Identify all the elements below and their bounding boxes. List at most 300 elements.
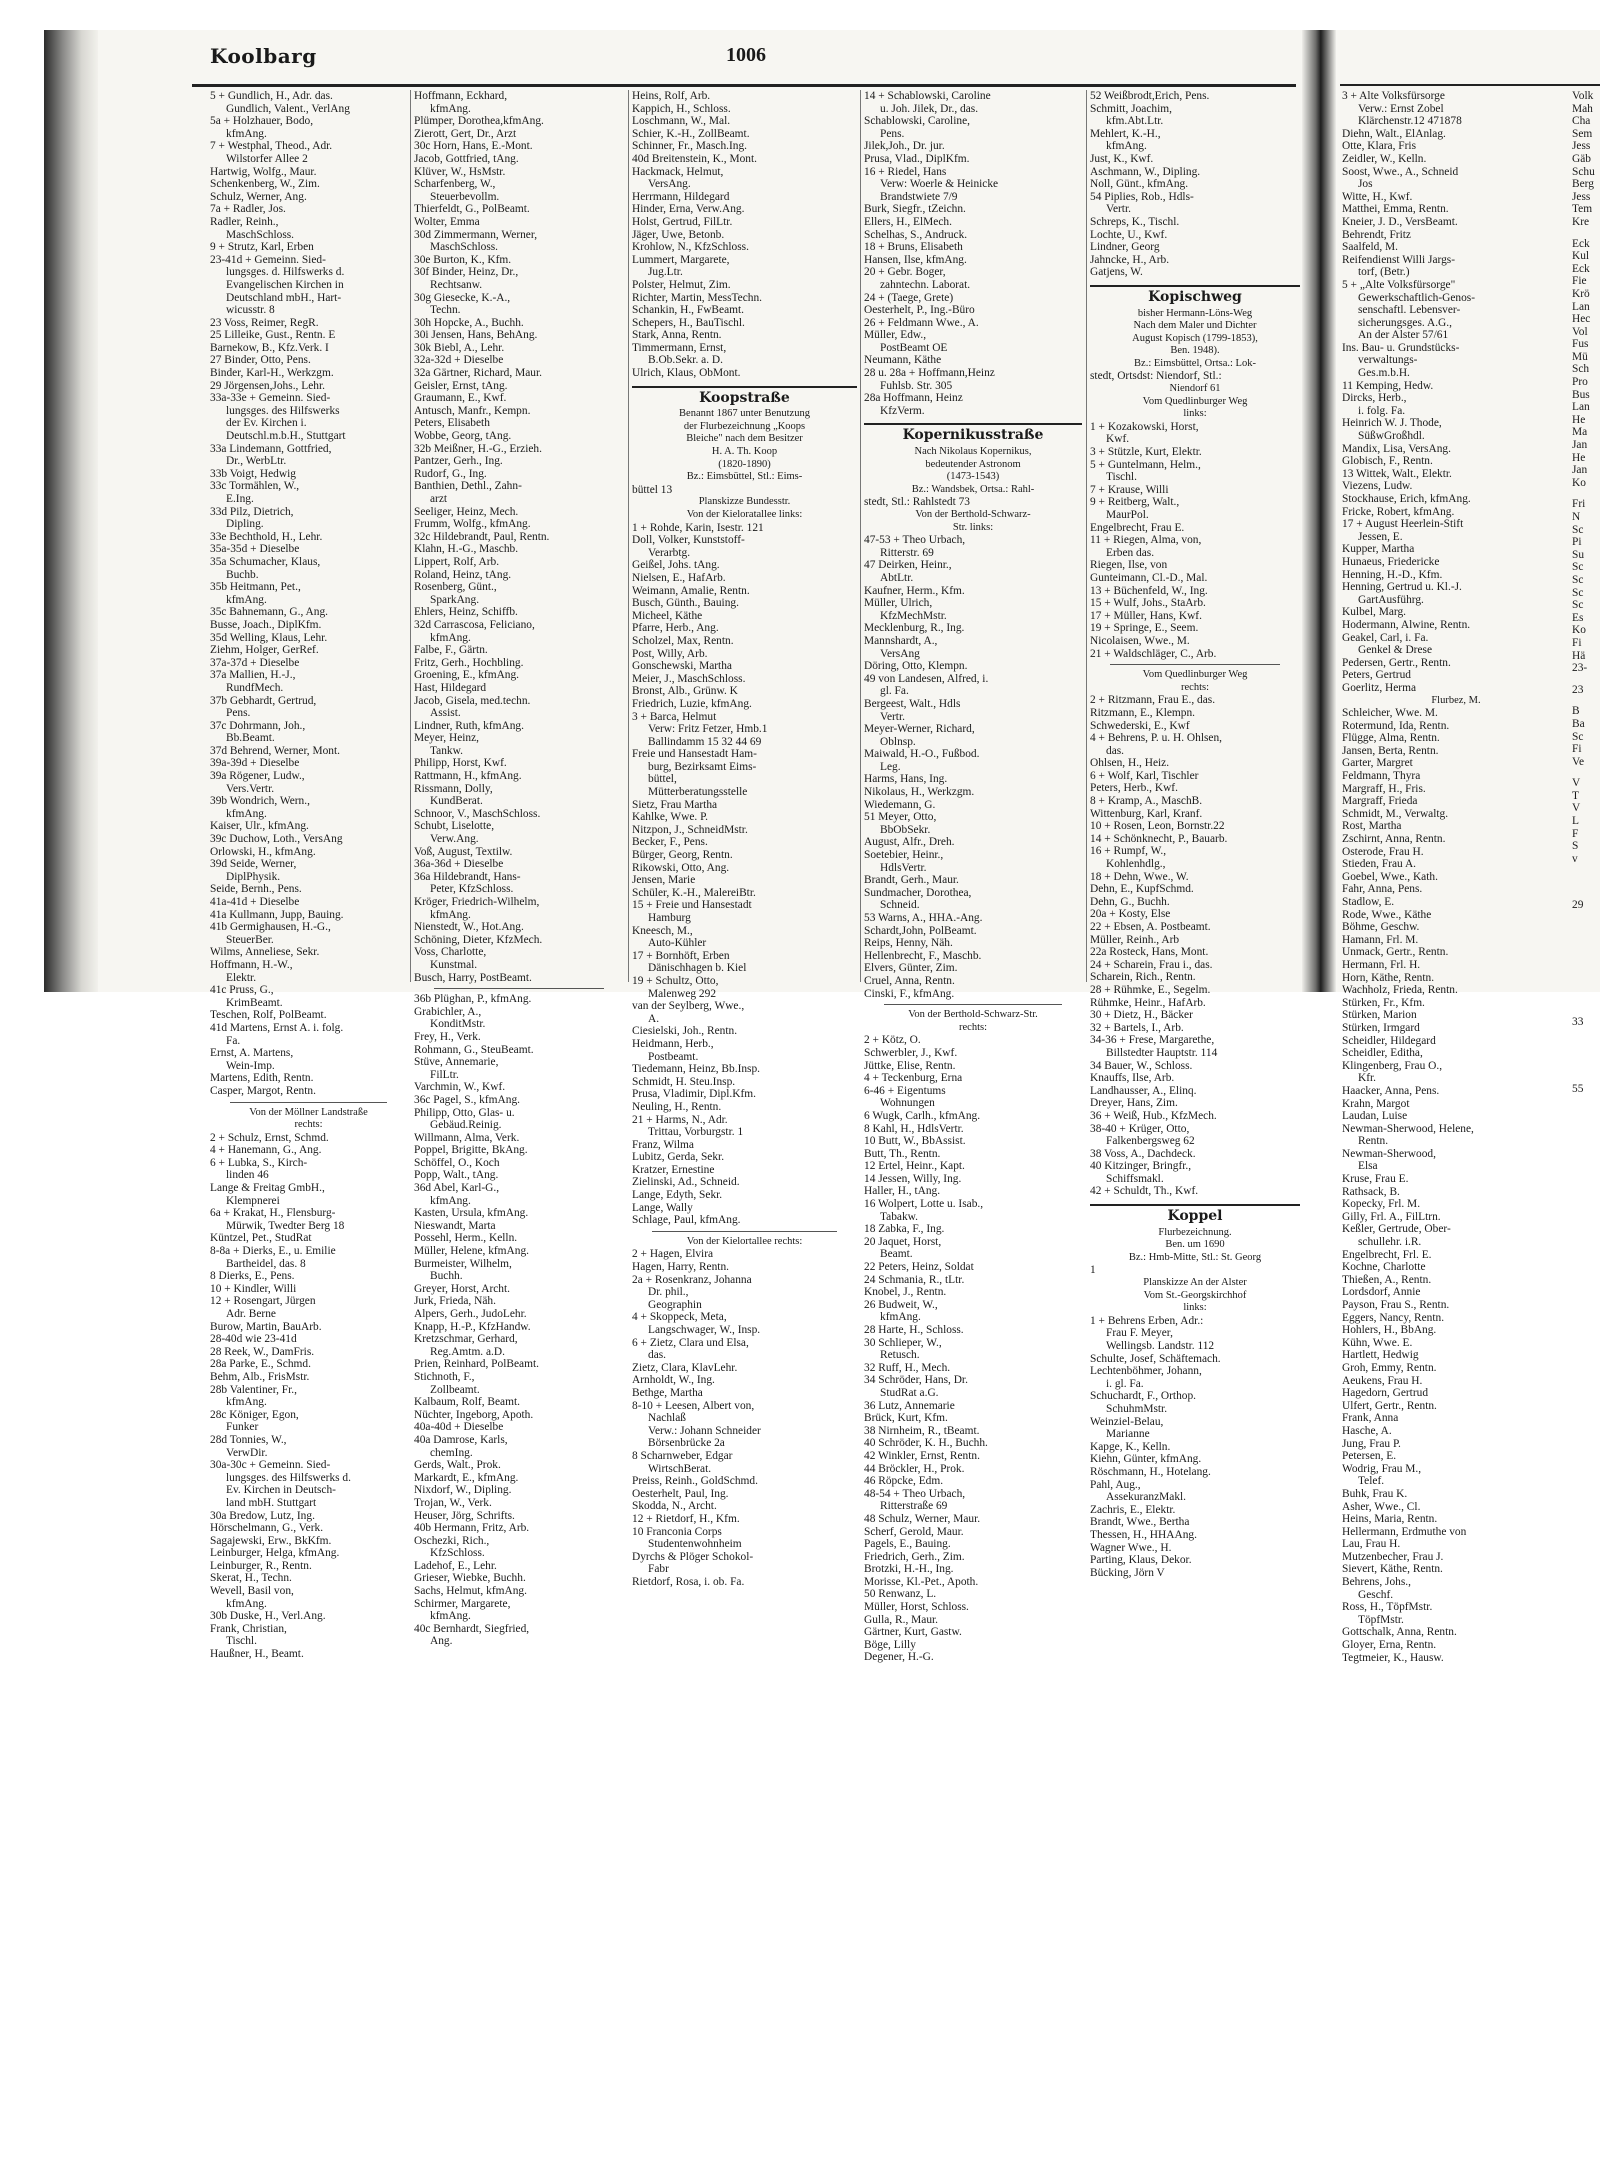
directory-entry: Falbe, F., Gärtn.: [414, 644, 488, 657]
directory-entry: Timmermann, Ernst,: [632, 341, 727, 354]
entry-continuation: Schiffsmakl.: [1106, 1172, 1164, 1185]
entry-continuation: Beamt.: [880, 1248, 913, 1261]
directory-entry: Gerds, Walt., Prok.: [414, 1459, 501, 1472]
street-note: Vom Quedlinburger Weg: [1142, 669, 1248, 681]
directory-entry: 53 Warns, A., HHA.-Ang.: [864, 912, 983, 924]
entry-continuation: Ritterstraße 69: [880, 1500, 948, 1513]
entry-continuation: sicherungsges. A.G.,: [1358, 316, 1452, 329]
directory-entry: 52 Weißbrodt,Erich, Pens.: [1090, 90, 1210, 102]
directory-entry: 8 Scharnweber, Edgar: [632, 1449, 733, 1462]
directory-entry: 6a + Krakat, H., Flensburg-: [210, 1207, 336, 1220]
entry-continuation: land mbH. Stuttgart: [226, 1496, 317, 1509]
directory-entry: Oesterhelt, P., Ing.-Büro: [864, 304, 975, 317]
directory-entry: Schulz, Werner, Ang.: [210, 190, 307, 203]
directory-entry: 30 + Dietz, H., Bäcker: [1090, 1009, 1193, 1022]
directory-entry: Henning, H.-D., Kfm.: [1342, 568, 1443, 581]
directory-entry: Mannshardt, A.,: [864, 634, 938, 647]
entry-continuation: gl. Fa.: [880, 685, 909, 698]
directory-entry: 34 Bauer, W., Schloss.: [1090, 1059, 1193, 1072]
directory-entry: Schmitt, Joachim,: [1090, 102, 1172, 115]
directory-entry: 14 + Schablowski, Caroline: [864, 90, 991, 102]
directory-entry: 44 Bröckler, H., Prok.: [864, 1462, 965, 1475]
entry-continuation: RundfMech.: [226, 681, 284, 694]
directory-entry: Behrendt, Fritz: [1342, 228, 1411, 241]
entry-continuation: Funker: [226, 1421, 259, 1434]
directory-entry: 40a-40d + Dieselbe: [414, 1421, 504, 1434]
directory-entry: Stadlow, E.: [1342, 896, 1395, 908]
entry-continuation: Auto-Kühler: [648, 937, 707, 950]
directory-entry: Franz, Wilma: [632, 1138, 694, 1151]
directory-entry: Kulbel, Marg.: [1342, 606, 1407, 619]
book-edge-shadow: [44, 30, 98, 992]
directory-entry: 28d Tonnies, W.,: [210, 1433, 287, 1446]
directory-column-5: [1090, 90, 1300, 1579]
directory-entry: 35a-35d + Dieselbe: [210, 543, 300, 556]
directory-entry: 51 Meyer, Otto,: [864, 811, 937, 824]
directory-entry: Ernst, A. Martens,: [210, 1047, 294, 1060]
directory-entry: Ma: [1572, 426, 1588, 439]
directory-entry: Rudorf, G., Ing.: [414, 467, 487, 480]
directory-entry: Sagajewski, Erw., BkKfm.: [210, 1534, 332, 1547]
directory-entry: Nixdorf, W., Dipling.: [414, 1484, 512, 1497]
entry-continuation: Buchh.: [430, 1270, 463, 1283]
directory-entry: Gunteimann, Cl.-D., Mal.: [1090, 571, 1208, 584]
entry-continuation: Deutschland mbH., Hart-: [226, 291, 342, 304]
directory-entry: 38-40 + Krüger, Otto,: [1090, 1122, 1190, 1135]
directory-entry: Burmeister, Wilhelm,: [414, 1257, 512, 1270]
street-heading: Koopstraße: [632, 386, 857, 405]
street-heading: Koppel: [1090, 1204, 1300, 1223]
directory-entry: Klahn, H.-G., Maschb.: [414, 543, 519, 556]
directory-entry: Schwederski, E., Kwf: [1090, 719, 1190, 732]
entry-continuation: VerwDir.: [226, 1446, 268, 1459]
street-note: Flurbez, M.: [1431, 694, 1481, 706]
section-separator: [884, 1004, 1062, 1005]
directory-entry: 35d Welling, Klaus, Lehr.: [210, 631, 328, 644]
entry-continuation: Vers.Vertr.: [226, 782, 275, 795]
directory-entry: 33a-33e + Gemeinn. Sied-: [210, 392, 331, 405]
directory-entry: Pantzer, Gerh., Ing.: [414, 455, 503, 468]
entry-continuation: DiplPhysik.: [226, 870, 281, 883]
directory-entry: Hoffmann, Eckhard,: [414, 90, 508, 102]
directory-entry: Kröger, Friedrich-Wilhelm,: [414, 896, 540, 908]
directory-entry: Ladehof, E., Lehr.: [414, 1559, 497, 1572]
directory-entry: 32b Meißner, H.-G., Erzieh.: [414, 442, 542, 455]
entry-continuation: Verw: Fritz Fetzer, Hmb.1: [648, 723, 768, 736]
directory-entry: 25 Lilleike, Gust., Rentn. E: [210, 329, 336, 342]
entry-continuation: Jessen, E.: [1358, 530, 1403, 543]
entry-continuation: Genkel & Drese: [1358, 644, 1433, 657]
directory-entry: Henning, Gertrud u. Kl.-J.: [1342, 581, 1462, 594]
directory-entry: Parting, Klaus, Dekor.: [1090, 1554, 1192, 1567]
section-separator: [230, 1102, 387, 1103]
directory-entry: Nüchter, Ingeborg, Apoth.: [414, 1408, 534, 1421]
entry-continuation: KrimBeamt.: [226, 996, 283, 1009]
directory-entry: 33: [1572, 1016, 1584, 1029]
directory-entry: Globisch, F., Rentn.: [1342, 455, 1433, 468]
directory-entry: 10 + Kindler, Willi: [210, 1282, 297, 1295]
directory-entry: Gilly, Frl. A., FilLtrn.: [1342, 1210, 1441, 1223]
directory-entry: Pfarre, Herb., Ang.: [632, 622, 719, 635]
directory-entry: Peters, Gertrud: [1342, 669, 1411, 682]
directory-entry: 49 von Landesen, Alfred, i.: [864, 672, 989, 685]
directory-entry: N: [1572, 511, 1581, 523]
directory-entry: Sem: [1572, 127, 1593, 140]
entry-continuation: PostBeamt OE: [880, 341, 948, 354]
column-divider: [410, 90, 411, 982]
directory-entry: Fricke, Robert, kfmAng.: [1342, 505, 1455, 518]
page-header: [210, 42, 1302, 78]
directory-entry: 10 Butt, W., BbAssist.: [864, 1135, 966, 1148]
directory-entry: 6 + Wolf, Karl, Tischler: [1090, 769, 1199, 782]
directory-entry: Lange, Edyth, Sekr.: [632, 1189, 723, 1202]
directory-entry: 34 Schröder, Hans, Dr.: [864, 1374, 968, 1387]
directory-entry: Hagen, Harry, Rentn.: [632, 1261, 729, 1274]
directory-entry: Casper, Margot, Rentn.: [210, 1084, 316, 1097]
directory-entry: Witte, H., Kwf.: [1342, 190, 1413, 203]
directory-entry: Engelbrecht, Frau E.: [1090, 521, 1185, 534]
directory-entry: Wilms, Anneliese, Sekr.: [210, 946, 320, 959]
directory-entry: Antusch, Manfr., Kempn.: [414, 404, 531, 417]
directory-entry: 24 Schmania, R., tLtr.: [864, 1273, 965, 1286]
directory-entry: 30a Bredow, Lutz, Ing.: [210, 1509, 315, 1522]
directory-entry: 4 + Teckenburg, Erna: [864, 1072, 963, 1085]
street-note: (1473-1543): [946, 471, 1000, 483]
directory-entry: 30f Binder, Heinz, Dr.,: [414, 266, 519, 279]
directory-entry: Zielinski, Ad., Schneid.: [632, 1176, 740, 1189]
street-note: Bz.: Wandsbek, Ortsa.: Rahl-: [911, 483, 1035, 495]
directory-entry: Ziehm, Holger, GerRef.: [210, 644, 319, 657]
directory-entry: Payson, Frau S., Rentn.: [1342, 1299, 1450, 1311]
directory-entry: Ehlers, Heinz, Schiffb.: [414, 606, 518, 619]
directory-entry: Pagels, E., Bauing.: [864, 1538, 951, 1551]
directory-entry: Banthien, Dethl., Zahn-: [414, 480, 522, 493]
entry-continuation: Studentenwohnheim: [648, 1538, 742, 1551]
directory-entry: Kretzschmar, Gerhard,: [414, 1333, 518, 1346]
directory-entry: Rissmann, Dolly,: [414, 782, 493, 795]
directory-entry: 15 + Wulf, Johs., StaArb.: [1090, 597, 1206, 610]
directory-entry: 46 Röpcke, Edm.: [864, 1475, 944, 1488]
directory-entry: Stieden, Frau A.: [1342, 858, 1417, 871]
directory-entry: Freie und Hansestadt Ham-: [632, 748, 757, 761]
directory-entry: Rosenberg, Günt.,: [414, 581, 497, 594]
directory-entry: Schüler, K.-H., MalereiBtr.: [632, 886, 756, 899]
directory-entry: Hermann, Frl. H.: [1342, 958, 1421, 971]
directory-entry: Bürger, Georg, Rentn.: [632, 849, 733, 862]
directory-entry: Binder, Karl-H., Werkzgm.: [210, 367, 334, 380]
directory-entry: Hinder, Erna, Verw.Ang.: [632, 203, 745, 216]
directory-entry: Heuser, Jörg, Schrifts.: [414, 1509, 515, 1522]
directory-entry: Horn, Käthe, Rentn.: [1342, 971, 1435, 984]
header-rule-right-page: [1340, 84, 1600, 86]
directory-entry: Tem: [1572, 203, 1593, 216]
directory-entry: 30d Zimmermann, Werner,: [414, 228, 538, 241]
directory-entry: Klüver, W., HsMstr.: [414, 165, 506, 178]
directory-entry: Elvers, Günter, Zim.: [864, 962, 958, 975]
street-note: Von der Kieloratallee links:: [686, 509, 803, 520]
directory-entry: Stürken, Irmgard: [1342, 1021, 1420, 1034]
directory-entry: Scharein, Rich., Rentn.: [1090, 971, 1196, 984]
entry-continuation: Postbeamt.: [648, 1050, 699, 1063]
directory-entry: Kopecky, Frl. M.: [1342, 1198, 1421, 1211]
street-note: Flurbezeichnung.: [1158, 1226, 1232, 1238]
directory-entry: Vol: [1572, 325, 1588, 338]
directory-entry: Fri: [1572, 498, 1586, 511]
entry-continuation: Vertr.: [1106, 203, 1131, 216]
directory-entry: Bus: [1572, 388, 1590, 401]
entry-continuation: Frau F. Meyer,: [1106, 1327, 1173, 1340]
directory-entry: 36 + Weiß, Hub., KfzMech.: [1090, 1109, 1217, 1122]
directory-entry: Hast, Hildegard: [414, 681, 487, 694]
directory-entry: Wodrig, Frau M.,: [1342, 1462, 1422, 1475]
directory-entry: 1 + Behrens Erben, Adr.:: [1090, 1314, 1204, 1327]
column-divider: [628, 90, 629, 982]
entry-continuation: StudRat a.G.: [880, 1386, 939, 1399]
directory-entry: Hörschelmann, G., Verk.: [210, 1522, 324, 1535]
directory-entry: 32a Gärtner, Richard, Maur.: [414, 367, 542, 380]
directory-entry: Sc: [1572, 586, 1584, 599]
directory-entry: Greyer, Horst, Archt.: [414, 1282, 511, 1295]
directory-entry: Nitzpon, J., SchneidMstr.: [632, 823, 748, 836]
directory-entry: 12 + Rietdorf, H., Kfm.: [632, 1512, 740, 1525]
directory-entry: Noll, Günt., kfmAng.: [1090, 178, 1189, 191]
directory-entry: Zachris, E., Elektr.: [1090, 1503, 1176, 1516]
entry-continuation: u. Joh. Jilek, Dr., das.: [880, 102, 979, 115]
directory-entry: Nikolaus, H., Werkzgm.: [864, 786, 975, 799]
street-note: Ben. 1948).: [1170, 345, 1220, 357]
directory-entry: Polster, Helmut, Zim.: [632, 278, 731, 291]
directory-entry: 35a Schumacher, Klaus,: [210, 555, 321, 568]
directory-entry: Wiedemann, G.: [864, 798, 936, 811]
directory-entry: Graumann, E., Kwf.: [414, 392, 507, 405]
directory-entry: Lange, Wally: [632, 1201, 693, 1214]
directory-entry: Scheidler, Hildegard: [1342, 1034, 1436, 1047]
directory-column-1: [210, 90, 407, 1661]
directory-entry: Aeukens, Frau H.: [1342, 1374, 1423, 1387]
entry-continuation: Reg.Amtm. a.D.: [430, 1345, 505, 1358]
directory-entry: Possehl, Herm., Kelln.: [414, 1232, 518, 1245]
entry-continuation: GartAusführg.: [1358, 593, 1424, 606]
directory-entry: 8 Kahl, H., HdlsVertr.: [864, 1122, 964, 1135]
entry-continuation: lungsges. des Hilfswerks d.: [226, 1471, 351, 1484]
street-note: Bz.: Eimsbüttel, Stl.: Eims-: [686, 471, 803, 483]
directory-entry: Grabichler, A.,: [414, 1005, 482, 1018]
directory-entry: Hohlers, H., BbAng.: [1342, 1324, 1437, 1337]
directory-entry: Schenkenberg, W., Zim.: [210, 178, 320, 191]
directory-entry: 17 + August Heerlein-Stift: [1342, 518, 1464, 531]
directory-entry: Müller, Reinh., Arb: [1090, 933, 1180, 946]
entry-continuation: zahntechn. Laborat.: [880, 278, 971, 291]
directory-entry: 18 Zabka, F., Ing.: [864, 1223, 945, 1236]
entry-continuation: Pens.: [226, 707, 251, 720]
directory-entry: Kul: [1572, 250, 1590, 263]
directory-entry: Herrmann, Hildegard: [632, 190, 730, 203]
directory-entry: Kochne, Charlotte: [1342, 1261, 1426, 1274]
entry-continuation: Leg.: [880, 760, 901, 773]
directory-entry: 11 Kemping, Hedw.: [1342, 379, 1434, 392]
directory-entry: stedt, Stl.: Rahlstedt 73: [864, 496, 970, 509]
directory-entry: Petersen, E.: [1342, 1450, 1397, 1463]
directory-entry: Fritz, Gerh., Hochbling.: [414, 656, 524, 669]
entry-continuation: Schneid.: [880, 899, 920, 912]
directory-entry: Kneesch, M.,: [632, 924, 693, 937]
entry-continuation: Vertr.: [880, 710, 905, 723]
directory-entry: Poppel, Brigitte, BkAng.: [414, 1144, 528, 1157]
entry-continuation: Elektr.: [226, 971, 257, 984]
directory-entry: 8-8a + Dierks, E., u. Emilie: [210, 1245, 336, 1258]
street-note: Niendorf 61: [1169, 383, 1221, 395]
directory-entry: 32 + Bartels, I., Arb.: [1090, 1021, 1184, 1034]
directory-entry: Kappich, H., Schloss.: [632, 102, 731, 115]
directory-entry: Osterode, Frau H.: [1342, 845, 1424, 858]
entry-continuation: Assist.: [430, 707, 461, 720]
directory-entry: van der Seylberg, Wwe.,: [632, 1000, 745, 1013]
directory-entry: Schubt, Liselotte,: [414, 820, 495, 833]
directory-entry: 18 + Bruns, Elisabeth: [864, 241, 963, 254]
directory-entry: 28a Hoffmann, Heinz: [864, 392, 963, 405]
directory-entry: Volk: [1572, 90, 1594, 102]
directory-entry: Weinziel-Belau,: [1090, 1415, 1164, 1428]
entry-continuation: arzt: [430, 493, 448, 505]
directory-entry: Behm, Alb., FrisMstr.: [210, 1370, 310, 1383]
directory-entry: Wobbe, Georg, tAng.: [414, 430, 512, 443]
entry-continuation: MaurPol.: [1106, 509, 1149, 521]
directory-entry: Gottschalk, Anna, Rentn.: [1342, 1626, 1457, 1639]
directory-entry: Su: [1572, 548, 1585, 561]
entry-continuation: Dipling.: [226, 518, 264, 531]
directory-entry: Burow, Martin, BauArb.: [210, 1320, 322, 1333]
entry-continuation: Klärchenstr.12 471878: [1358, 115, 1462, 128]
entry-continuation: Wilstorfer Allee 2: [226, 152, 308, 165]
directory-entry: Busch, Harry, PostBeamt.: [414, 971, 532, 984]
directory-entry: Mü: [1572, 350, 1588, 363]
directory-entry: Mutzenbecher, Frau J.: [1342, 1550, 1444, 1563]
directory-entry: He: [1572, 451, 1586, 464]
directory-entry: Plümper, Dorothea,kfmAng.: [414, 115, 544, 128]
directory-entry: Ko: [1572, 624, 1586, 637]
directory-entry: 33e Bechthold, H., Lehr.: [210, 530, 323, 543]
entry-continuation: Peter, KfzSchloss.: [430, 883, 514, 896]
entry-continuation: Gewerkschaftlich-Genos-: [1358, 291, 1476, 304]
directory-entry: Röschmann, H., Hotelang.: [1090, 1465, 1211, 1478]
directory-entry: 4 + Behrens, P. u. H. Ohlsen,: [1090, 732, 1223, 745]
directory-entry: Müller, Ulrich,: [864, 597, 933, 610]
directory-entry: 30b Duske, H., Verl.Ang.: [210, 1610, 326, 1623]
directory-entry: 15 + Freie und Hansestadt: [632, 899, 752, 912]
directory-entry: Geakel, Carl, i. Fa.: [1342, 631, 1429, 644]
directory-entry: Hellenbrecht, F., Maschb.: [864, 949, 982, 962]
directory-entry: 2 + Hagen, Elvira: [632, 1248, 714, 1261]
entry-continuation: linden 46: [226, 1169, 269, 1182]
section-separator: [1110, 664, 1280, 665]
directory-entry: Lochte, U., Kwf.: [1090, 228, 1168, 241]
directory-entry: Hansen, Ilse, kfmAng.: [864, 253, 967, 266]
section-separator: [652, 1231, 837, 1232]
directory-entry: 1: [1090, 1264, 1096, 1277]
directory-entry: Fie: [1572, 275, 1587, 288]
directory-entry: Müller, Horst, Schloss.: [864, 1601, 969, 1614]
entry-continuation: Kfr.: [1358, 1072, 1377, 1085]
entry-continuation: Dr. phil.,: [648, 1286, 689, 1299]
directory-entry: Tegtmeier, K., Hausw.: [1342, 1651, 1444, 1664]
directory-entry: 29 Jörgensen,Johs., Lehr.: [210, 379, 325, 392]
entry-continuation: Tankw.: [430, 744, 463, 757]
entry-continuation: kfmAng.: [1106, 140, 1147, 153]
directory-entry: Schmidt, H. Steu.Insp.: [632, 1075, 736, 1088]
directory-entry: B: [1572, 705, 1580, 718]
directory-entry: 37a Mallien, H.-J.,: [210, 669, 296, 682]
directory-entry: Rohmann, G., SteuBeamt.: [414, 1043, 534, 1056]
directory-entry: Philipp, Otto, Glas- u.: [414, 1106, 515, 1119]
directory-entry: Hoffmann, H.-W.,: [210, 958, 293, 971]
directory-entry: 5 + Guntelmann, Helm.,: [1090, 458, 1201, 471]
directory-entry: Lippert, Rolf, Arb.: [414, 555, 500, 568]
directory-entry: Thießen, A., Rentn.: [1342, 1273, 1432, 1286]
entry-continuation: kfmAng.: [880, 1311, 921, 1324]
directory-entry: Sc: [1572, 599, 1584, 612]
directory-entry: Müller, Helene, kfmAng.: [414, 1245, 530, 1258]
directory-entry: 22a Rosteck, Hans, Mont.: [1090, 946, 1209, 959]
directory-entry: 8-10 + Leesen, Albert von,: [632, 1399, 755, 1412]
entry-continuation: Verw.: Ernst Zobel: [1358, 102, 1444, 115]
entry-continuation: B.Ob.Sekr. a. D.: [648, 354, 723, 367]
directory-entry: Groh, Emmy, Rentn.: [1342, 1361, 1437, 1374]
directory-entry: Neuling, H., Rentn.: [632, 1100, 722, 1113]
directory-entry: Brotzki, H.-H., Ing.: [864, 1563, 954, 1576]
entry-continuation: Tischl.: [226, 1635, 257, 1648]
entry-continuation: AssekuranzMakl.: [1106, 1491, 1187, 1504]
entry-continuation: Billstedter Hauptstr. 114: [1106, 1046, 1218, 1059]
entry-continuation: Adr. Berne: [226, 1308, 276, 1320]
directory-entry: 37d Behrend, Werner, Mont.: [210, 744, 341, 757]
directory-entry: Sachs, Helmut, kfmAng.: [414, 1585, 527, 1598]
directory-entry: Orlowski, H., kfmAng.: [210, 845, 316, 858]
directory-entry: Arnholdt, W., Ing.: [632, 1374, 715, 1387]
column-divider: [1086, 90, 1087, 982]
directory-entry: Kratzer, Ernestine: [632, 1163, 715, 1176]
directory-entry: Engelbrecht, Frl. E.: [1342, 1248, 1432, 1261]
directory-entry: Rühmke, Heinr., HafArb.: [1090, 996, 1206, 1009]
directory-entry: Rietdorf, Rosa, i. ob. Fa.: [632, 1575, 745, 1588]
directory-entry: Schlage, Paul, kfmAng.: [632, 1214, 741, 1227]
directory-entry: Unmack, Gertr., Rentn.: [1342, 946, 1449, 959]
directory-entry: Ba: [1572, 717, 1585, 730]
street-note: Von der Möllner Landstraße: [249, 1106, 368, 1118]
entry-continuation: BbObSekr.: [880, 823, 931, 836]
directory-entry: Dehn, G., Buchh.: [1090, 895, 1170, 908]
entry-continuation: KfzSchloss.: [430, 1547, 485, 1560]
street-note: Von der Berthold-Schwarz-Str.: [908, 1009, 1038, 1021]
directory-entry: 17 + Müller, Hans, Kwf.: [1090, 609, 1202, 622]
entry-continuation: Verarbtg.: [648, 546, 691, 559]
directory-entry: Viezens, Ludw.: [1342, 480, 1413, 493]
directory-entry: 7 + Westphal, Theod., Adr.: [210, 140, 333, 153]
directory-entry: Thierfeldt, G., PolBeamt.: [414, 203, 530, 216]
entry-continuation: FilLtr.: [430, 1068, 459, 1081]
directory-entry: Weimann, Amalie, Rentn.: [632, 584, 750, 597]
directory-entry: Bethge, Martha: [632, 1386, 703, 1399]
entry-continuation: Kunstmal.: [430, 958, 478, 971]
directory-entry: Heidmann, Herb.,: [632, 1037, 714, 1050]
directory-entry: Hartlett, Hedwig: [1342, 1349, 1419, 1362]
directory-entry: 32d Carrascosa, Feliciano,: [414, 618, 535, 631]
directory-entry: Schier, K.-H., ZollBeamt.: [632, 127, 750, 140]
directory-entry: L: [1572, 815, 1579, 828]
directory-entry: Schelhas, S., Andruck.: [864, 228, 968, 241]
directory-entry: Kapge, K., Kelln.: [1090, 1440, 1171, 1453]
directory-entry: 33b Voigt, Hedwig: [210, 467, 296, 480]
entry-continuation: Jug.Ltr.: [648, 266, 683, 279]
